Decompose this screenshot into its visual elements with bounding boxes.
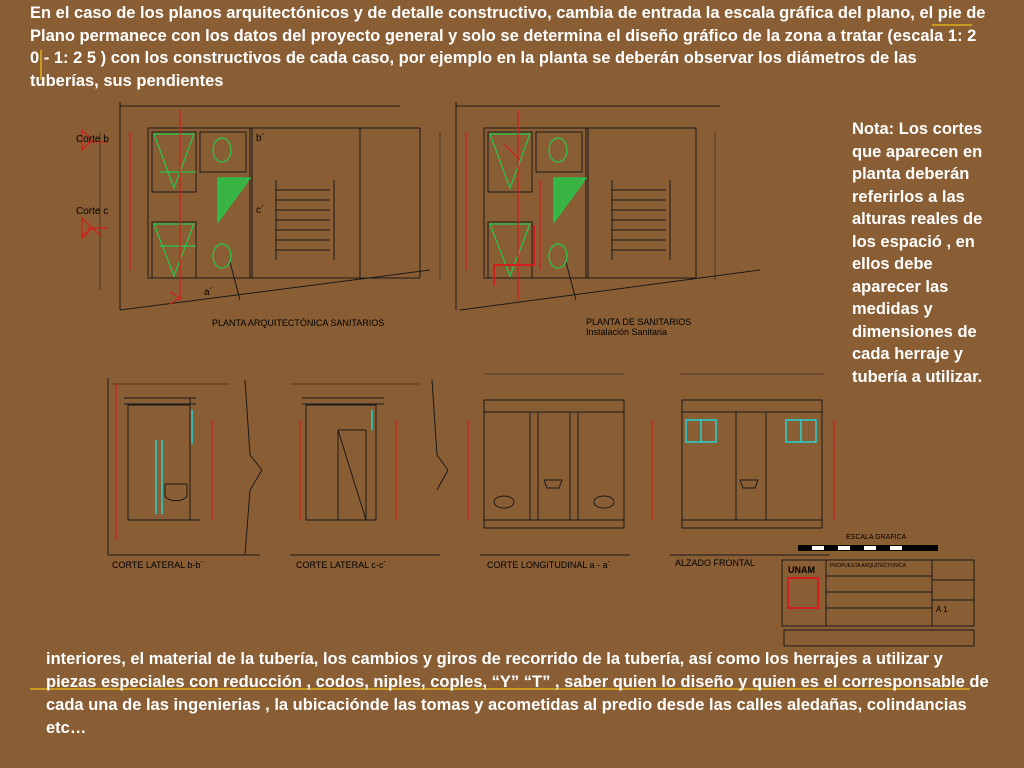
note-paragraph: Nota: Los cortes que aparecen en planta deberán referirlos a las alturas reales de los espació , en ellos debe aparecer las medidas y dimensiones de cada herraje y tubería a utilizar. [852, 120, 983, 386]
section-cc [290, 380, 448, 555]
plan-san-title: PLANTA DE SANITARIOS [586, 317, 692, 327]
section-aa [480, 400, 630, 555]
intro-paragraph: En el caso de los planos arquitectónicos y de detalle constructivo, cambia de entrada la escala gráfica del plano, el pie de Plano permanece con los datos del proyecto general y solo se determina el diseño gráfico de la zona a tratar (escala 1: 2 0 - 1: 2 5 ) con los constructivos de cada caso, por ejemplo en la planta se deberán observar los diámetros de las tuberías, sus pendientes [30, 4, 986, 90]
unam-logo-text: UNAM [788, 565, 815, 575]
plan-arch-title: PLANTA ARQUITECTÓNICA SANITARIOS [212, 318, 385, 328]
section-bb [108, 378, 262, 555]
mark-c: c´ [256, 205, 265, 216]
scale-label: ESCALA GRAFICA [846, 534, 907, 541]
title-block-sheet: A 1 [936, 605, 948, 614]
elevation-title: ALZADO FRONTAL [675, 558, 755, 568]
plan-architectural [120, 102, 430, 310]
mark-a: a´ [204, 287, 213, 298]
plan-sanitary [456, 102, 760, 310]
dimension-markers [82, 110, 834, 540]
section-aa-title: CORTE LONGITUDINAL a - a´ [487, 560, 611, 570]
plan-architectural-fixtures [154, 134, 250, 276]
corte-b-label: Corte b [76, 134, 109, 145]
toilet-section-bb [165, 484, 187, 501]
elevation-front [670, 400, 830, 555]
mark-b: b´ [256, 133, 265, 144]
outro-paragraph: interiores, el material de la tubería, los cambios y giros de recorrido de la tubería, así como los herrajes a utilizar y piezas especiales con reducción , codos, niples, coples, “Y” “T” , saber quien lo diseño y quien es el corresponsable de cada una de las ingenierias , la ubicaciónde las tomas y acometidas al predio desde las calles aledañas, colindancias etc… [46, 650, 989, 737]
graphic-scale [798, 545, 938, 551]
section-cc-title: CORTE LATERAL c-c´ [296, 560, 387, 570]
title-block-project: PROPUESTA ARQUITECTONICA [830, 563, 906, 569]
section-bb-title: CORTE LATERAL b-b´ [112, 560, 204, 570]
plan-san-subtitle: Instalación Sanitaria [586, 327, 668, 337]
plan-sanitary-fixtures [490, 134, 586, 276]
corte-c-label: Corte c [76, 206, 109, 217]
